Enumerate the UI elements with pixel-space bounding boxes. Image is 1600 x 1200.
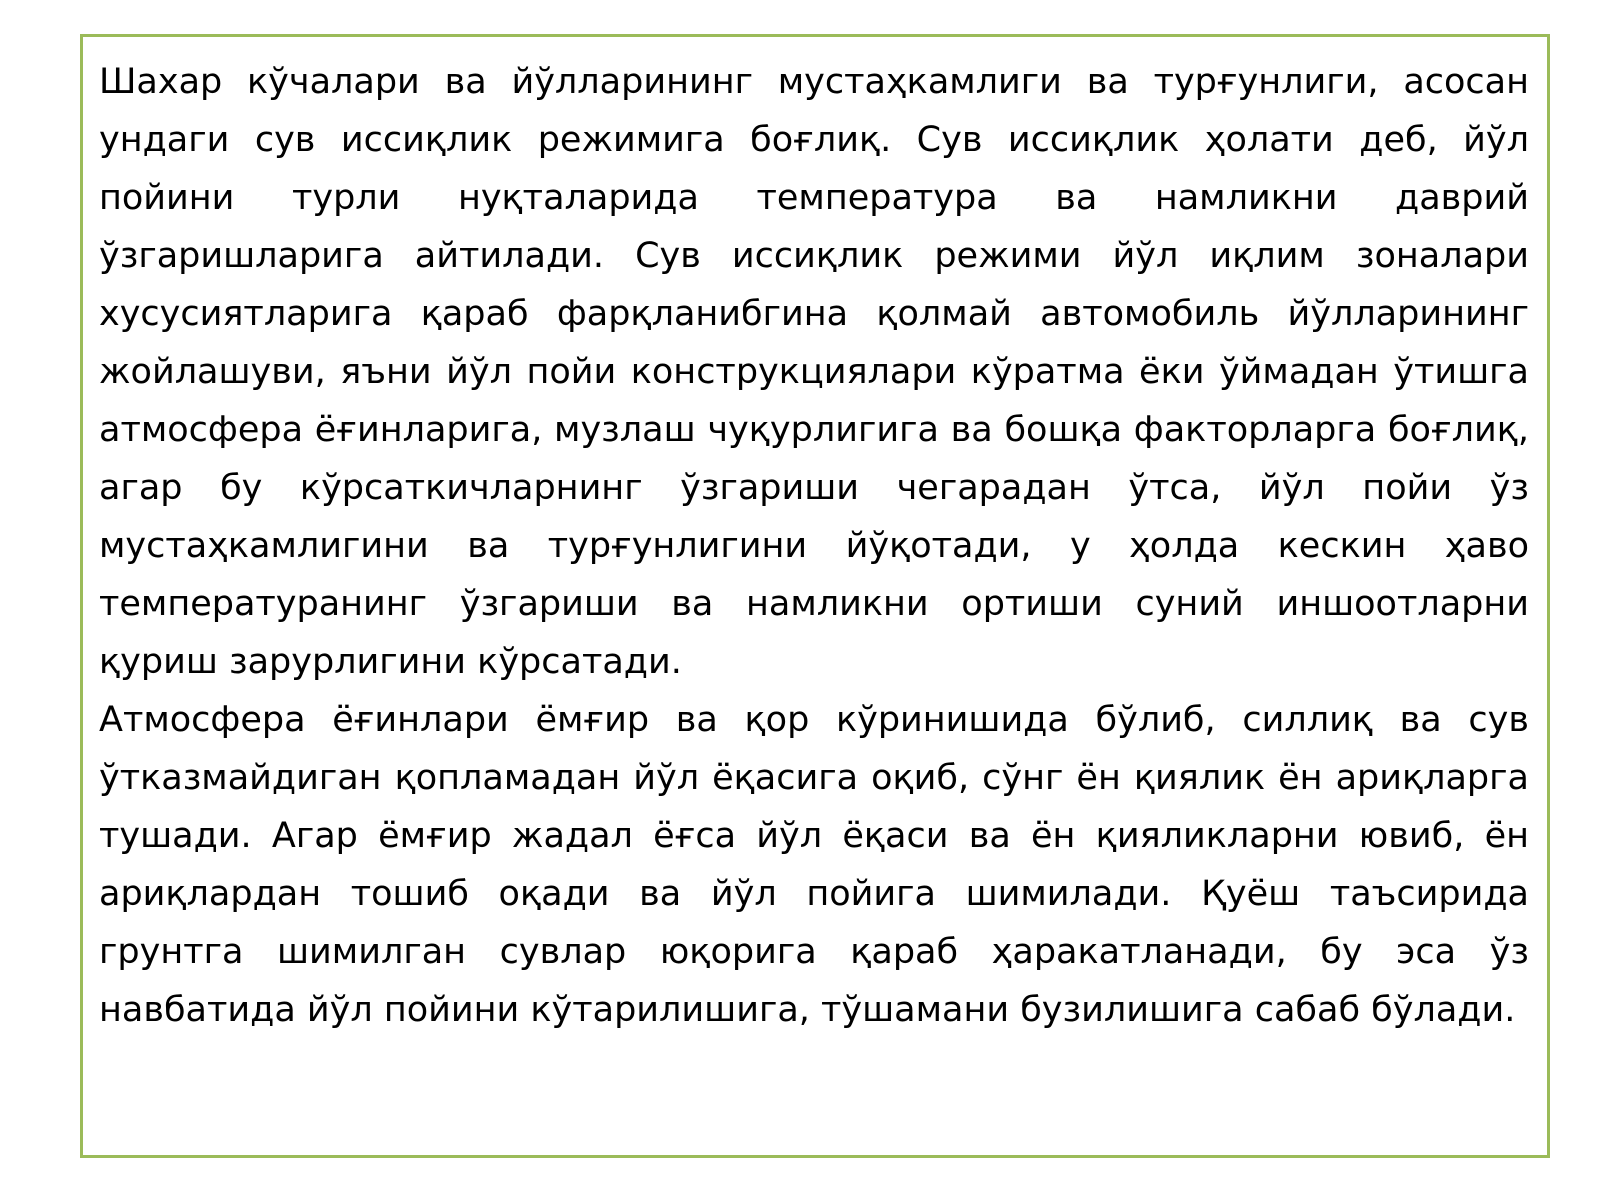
body-paragraph: Шахар кўчалари ва йўлларининг мустаҳкамлиги ва турғунлиги, асосан ундаги сув иссиқлик режимига боғлиқ. Сув иссиқлик ҳолати деб, йўл пойини турли нуқталарида температура ва намликни даврий ўзгаришларига айтилади. Сув иссиқлик режими йўл иқлим зоналари хусусиятларига қараб фарқланибгина қолмай автомобиль йўлларининг жойлашуви, яъни йўл пойи конструкциялари кўратма ёки ўймадан ўтишга атмосфера ёғинларига, музлаш чуқурлигига ва бошқа факторларга боғлиқ, агар бу кўрсаткичларнинг ўзгариши чегарадан ўтса, йўл пойи ўз мустаҳкамлигини ва турғунлигини йўқотади, у ҳолда кескин ҳаво температуранинг ўзгариши ва намликни ортиши суний иншоотларни қуриш зарурлигини кўрсатади. Атмосфера ёғинлари ёмғир ва қор кўринишида бўлиб, силлиқ ва сув ўтказмайдиган қопламадан йўл ёқасига оқиб, сўнг ён қиялик ён ариқларга тушади. Агар ёмғир жадал ёғса йўл ёқаси ва ён қияликларни ювиб, ён ариқлардан тошиб оқади ва йўл пойига шимилади. Қуёш таъсирида грунтга шимилган сувлар юқорига қараб ҳаракатланади, бу эса ўз навбатида йўл пойини кўтарилишига, тўшамани бузилишига сабаб бўлади. <box>99 62 1529 1030</box>
text-box <box>80 34 1550 1158</box>
